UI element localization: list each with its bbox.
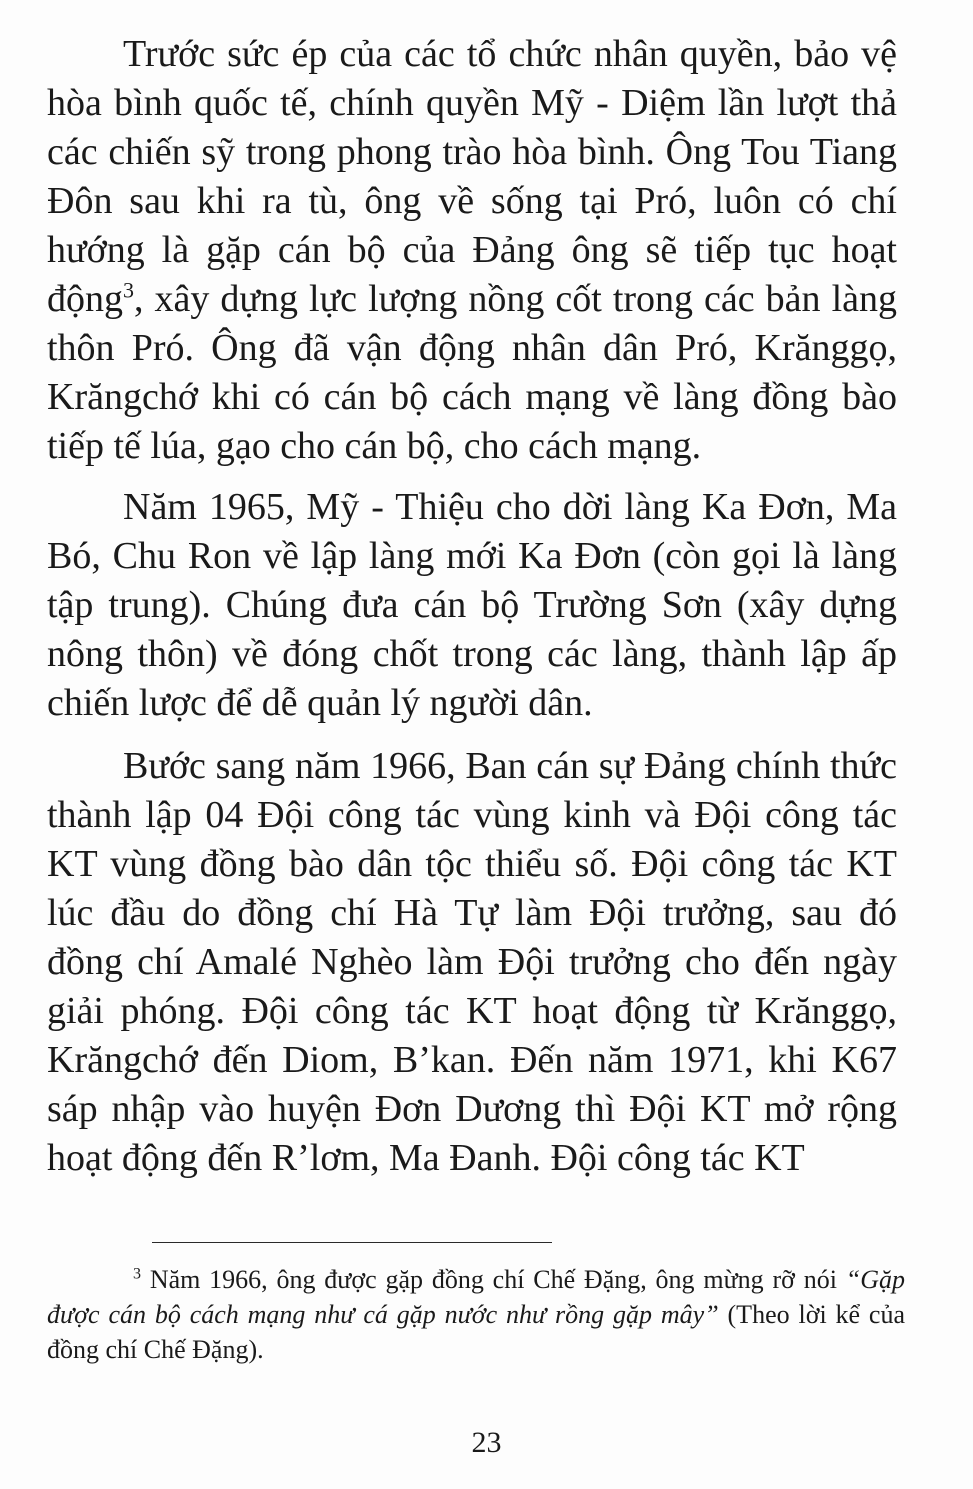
footnote-tail: (Theo lời kể của đồng chí Chế Đặng).: [47, 1300, 905, 1364]
main-text: [47, 30, 897, 1195]
paragraph-2: Năm 1965, Mỹ - Thiệu cho dời làng Ka Đơn, Ma Bó, Chu Ron về lập làng mới Ka Đơn (còn gọi là làng tập trung). Chúng đưa cán bộ Trường Sơn (xây dựng nông thôn) về đóng chốt trong các làng, thành lập ấp chiến lược để dễ quản lý người dân.: [47, 486, 897, 724]
footnote-quote: “Gặp được cán bộ cách mạng như cá gặp nước như rồng gặp mây”: [47, 1265, 905, 1329]
footnote-separator: [152, 1242, 552, 1243]
paragraph-1-text: Trước sức ép của các tổ chức nhân quyền, bảo vệ hòa bình quốc tế, chính quyền Mỹ - Diệm lần lượt thả các chiến sỹ trong phong trào hòa bình. Ông Tou Tiang Đôn sau khi ra tù, ông về sống tại Pró, luôn có chí hướng là gặp cán bộ của Đảng ông sẽ tiếp tục hoạt động: [47, 33, 897, 320]
footnote-reference: 3: [123, 277, 134, 303]
paragraph-1-text-cont: , xây dựng lực lượng nồng cốt trong các bản làng thôn Pró. Ông đã vận động nhân dân Pró, Krănggọ, Krăngchớ khi có cán bộ cách mạng về làng đồng bào tiếp tế lúa, gạo cho cán bộ, cho cách mạng.: [47, 278, 897, 467]
paragraph-1: [47, 30, 897, 471]
footnote-text: [47, 1262, 905, 1367]
paragraph-3: Bước sang năm 1966, Ban cán sự Đảng chính thức thành lập 04 Đội công tác vùng kinh và Đội công tác KT vùng đồng bào dân tộc thiểu số. Đội công tác KT lúc đầu do đồng chí Hà Tự làm Đội trưởng, sau đó đồng chí Amalé Nghèo làm Đội trưởng cho đến ngày giải phóng. Đội công tác KT hoạt động từ Krănggọ, Krăngchớ đến Diom, B’kan. Đến năm 1971, khi K67 sáp nhập vào huyện Đơn Dương thì Đội KT mở rộng hoạt động đến R’lơm, Ma Đanh. Đội công tác KT: [47, 745, 897, 1179]
footnote-lead: Năm 1966, ông được gặp đồng chí Chế Đặng, ông mừng rỡ nói: [141, 1265, 846, 1294]
footnote: [47, 1262, 905, 1367]
footnote-number: 3: [133, 1265, 141, 1283]
page-number: 23: [471, 1426, 502, 1459]
